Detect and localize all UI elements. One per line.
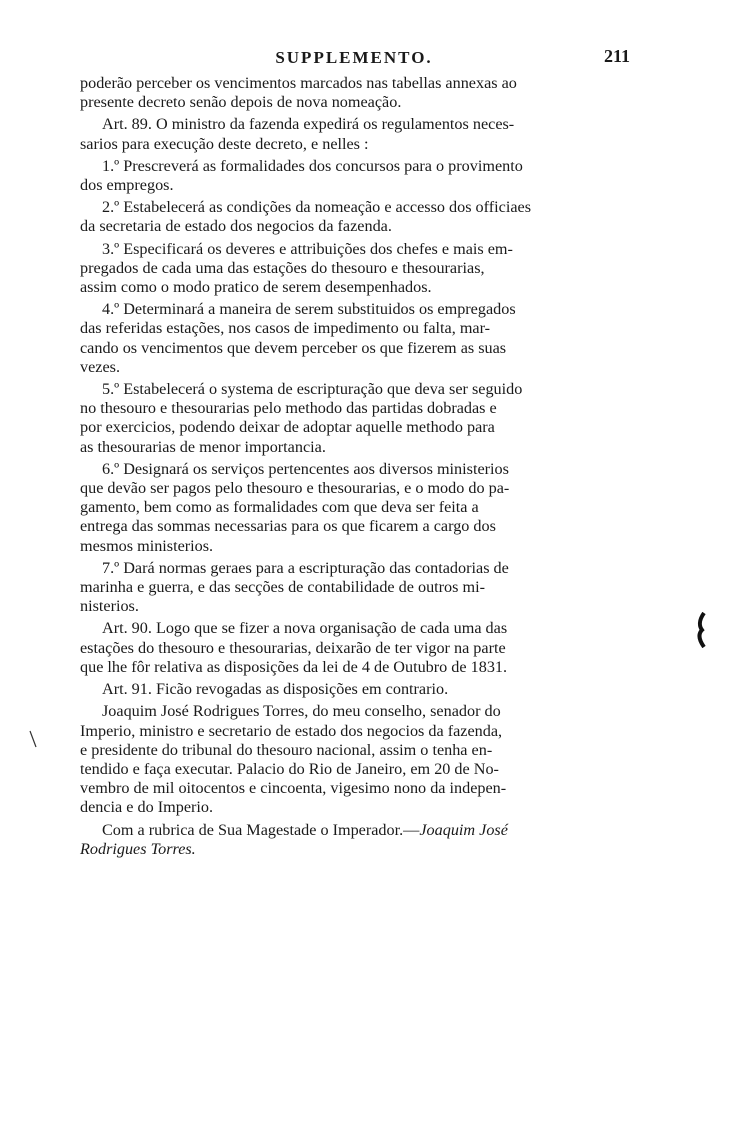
text-line: as thesourarias de menor importancia. — [80, 437, 326, 456]
text-line: poderão perceber os vencimentos marcados nas tabellas annexas ao — [80, 74, 517, 92]
text-line: dencia e do Imperio. — [80, 798, 214, 817]
text-line: 7.º Dará normas geraes para a escripturação das contadorias de — [102, 558, 509, 577]
text-line: que devão ser pagos pelo thesouro e thesourarias, e o modo do pa- — [80, 479, 510, 498]
text-line: Art. 89. O ministro da fazenda expedirá os regulamentos neces- — [102, 115, 515, 134]
text-line: vezes. — [80, 357, 120, 376]
signature-part-1: Joaquim José — [419, 820, 508, 839]
text-line: marinha e guerra, e das secções de contabilidade de outros mi- — [80, 578, 485, 597]
text-line: 1.º Prescreverá as formalidades dos concursos para o provimento — [102, 156, 523, 175]
paragraph — [80, 702, 630, 817]
closing-line — [80, 821, 630, 840]
paragraph — [80, 680, 630, 699]
paragraph — [80, 559, 630, 617]
text-line: 5.º Estabelecerá o systema de escripturação que deva ser seguido — [102, 380, 523, 399]
text-line: no thesouro e thesourarias pelo methodo das partidas dobradas e — [80, 399, 497, 418]
text-line: das referidas estações, nos casos de impedimento ou falta, mar- — [80, 319, 491, 338]
paragraph — [80, 619, 630, 677]
paragraph — [80, 74, 630, 112]
text-line: e presidente do tribunal do thesouro nacional, assim o tenha en- — [80, 740, 493, 759]
signature-part-2: Rodrigues Torres. — [80, 839, 196, 858]
text-line: entrega das sommas necessarias para os que ficarem a cargo dos — [80, 517, 496, 536]
text-line: gamento, bem como as formalidades com que deva ser feita a — [80, 498, 479, 517]
text-line: nisterios. — [80, 597, 139, 616]
paragraph — [80, 380, 630, 457]
margin-ink-mark — [696, 612, 706, 648]
text-line: 6.º Designará os serviços pertencentes aos diversos ministerios — [102, 459, 509, 478]
page-header — [80, 46, 628, 72]
page-number: 211 — [603, 46, 630, 66]
text-line: Imperio, ministro e secretario de estado dos negocios da fazenda, — [80, 721, 503, 740]
text-line: tendido e faça executar. Palacio do Rio de Janeiro, em 20 de No- — [80, 759, 499, 778]
paragraph — [80, 300, 630, 377]
text-line: que lhe fôr relativa as disposições da lei de 4 de Outubro de 1831. — [80, 657, 508, 676]
closing-paragraph — [80, 821, 630, 859]
text-line: Art. 91. Ficão revogadas as disposições em contrario. — [102, 680, 449, 699]
closing-text: Com a rubrica de Sua Magestade o Imperador.— — [102, 820, 420, 839]
text-line: estações do thesouro e thesourarias, deixarão de ter vigor na parte — [80, 638, 506, 657]
paragraph — [80, 240, 630, 298]
running-title: SUPPLEMENTO. — [275, 48, 433, 67]
text-line: Art. 90. Logo que se fizer a nova organisação de cada uma das — [102, 619, 508, 638]
text-line: cando os vencimentos que devem perceber os que fizerem as suas — [80, 338, 507, 357]
text-line: presente decreto senão depois de nova nomeação. — [80, 93, 402, 112]
text-line: mesmos ministerios. — [80, 536, 214, 555]
paragraph — [80, 157, 630, 195]
body-text — [80, 74, 630, 862]
text-line: Joaquim José Rodrigues Torres, do meu conselho, senador do — [102, 702, 501, 721]
text-line: pregados de cada uma das estações do thesouro e thesourarias, — [80, 258, 485, 277]
paragraph — [80, 198, 630, 236]
margin-slash-mark — [28, 730, 38, 748]
text-line: 2.º Estabelecerá as condições da nomeação e accesso dos officiaes — [102, 198, 531, 217]
text-line: 4.º Determinará a maneira de serem substituidos os empregados — [102, 300, 516, 319]
text-line: dos empregos. — [80, 176, 174, 195]
text-line: por exercicios, podendo deixar de adoptar aquelle methodo para — [80, 418, 495, 437]
text-line: sarios para execução deste decreto, e nelles : — [80, 134, 369, 153]
text-line: 3.º Especificará os deveres e attribuições dos chefes e mais em- — [102, 239, 513, 258]
text-line: da secretaria de estado dos negocios da fazenda. — [80, 217, 392, 236]
text-line: vembro de mil oitocentos e cincoenta, vigesimo nono da indepen- — [80, 779, 507, 798]
paragraph — [80, 460, 630, 556]
paragraph — [80, 115, 630, 153]
text-line: assim como o modo pratico de serem desempenhados. — [80, 278, 432, 297]
